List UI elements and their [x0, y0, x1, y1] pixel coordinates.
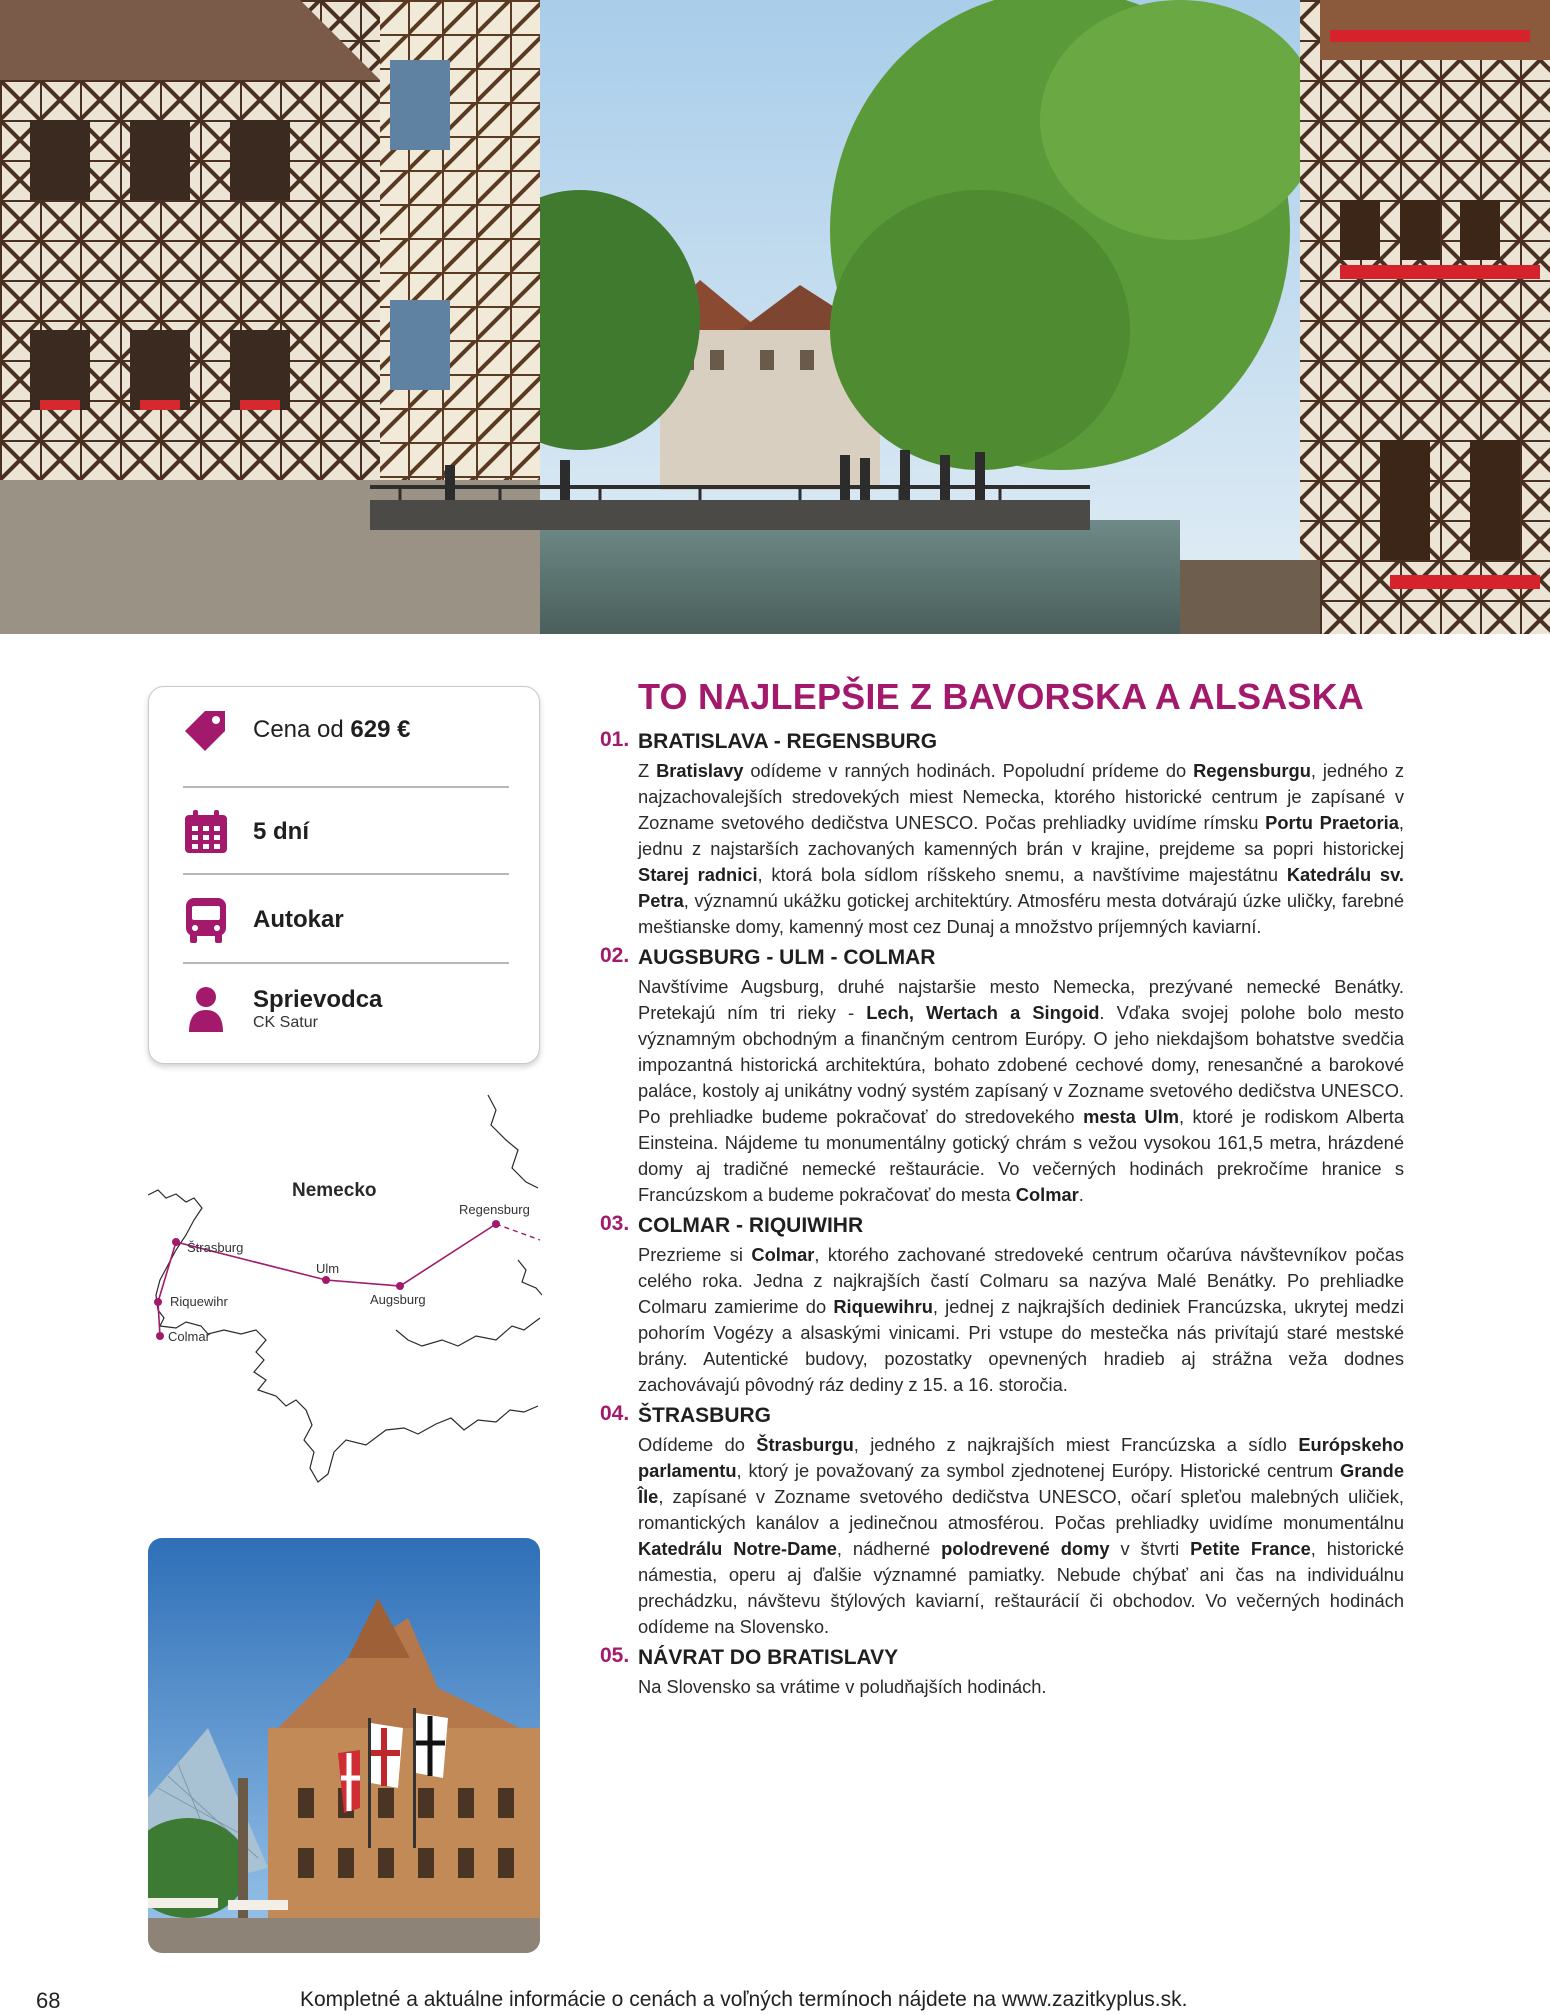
info-divider [183, 962, 509, 964]
transport-value: Autokar [253, 906, 344, 934]
footer-note: Kompletné a aktuálne informácie o cenách a voľných termínoch nájdete na www.zazitkyplus.sk. [300, 1988, 1188, 2011]
border-line [518, 1260, 542, 1295]
day-title: NÁVRAT DO BRATISLAVY [638, 1646, 899, 1669]
map-city-label: Regensburg [459, 1202, 530, 1217]
price-tag-icon [179, 703, 233, 757]
day-title: AUGSBURG - ULM - COLMAR [638, 946, 936, 969]
day-title: COLMAR - RIQUIWIHR [638, 1214, 864, 1237]
route-map [146, 1090, 542, 1510]
day-description: Z Bratislavy odídeme v ranných hodinách. Popoludní prídeme do Regensburgu, jedného z najzachovalejších stredovekých miest Nemecka, ktorého historické centrum je zapísané v Zozname svetového dedičstva UNESCO. Počas prehliadky uvidíme rímsku Portu Praetoria, jednu z najstarších zachovaných kamenných brán v krajine, prejdeme sa popri historickej Starej radnici, ktorá bola sídlom ríšskeho snemu, a navštívime majestátnu Katedrálu sv. Petra, významnú ukážku gotickej architektúry. Atmosféru mesta dotvárajú úzke uličky, farebné meštianske domy, kamenný most cez Dunaj a množstvo príjemných kaviarní. [638, 760, 1404, 937]
price-value: 629 € [350, 716, 411, 744]
day-number: 04. [600, 1402, 630, 1425]
day-description: Na Slovensko sa vrátime v poludňajších hodinách. [638, 1676, 1047, 1697]
map-city-label: Ulm [316, 1261, 340, 1276]
map-city-label: Augsburg [370, 1292, 426, 1307]
trip-info-box [148, 686, 540, 1064]
city-marker-augsburg [396, 1282, 404, 1290]
info-divider [183, 786, 509, 788]
duration-value: 5 dní [253, 818, 310, 846]
map-city-label: Colmar [168, 1329, 210, 1344]
day-title: BRATISLAVA - REGENSBURG [638, 730, 938, 753]
border-line [396, 1318, 540, 1346]
day-number: 05. [600, 1644, 630, 1667]
day-title: ŠTRASBURG [638, 1404, 772, 1427]
info-divider [183, 873, 509, 875]
day-number: 01. [600, 728, 630, 751]
itinerary-day [600, 1402, 1404, 1640]
ulm-town-hall-photo [148, 1538, 540, 1953]
border-line [160, 1322, 538, 1482]
itinerary-section [600, 676, 1404, 1704]
map-country-label: Nemecko [292, 1180, 377, 1201]
itinerary-day [600, 1212, 1404, 1398]
hero-photo [0, 0, 1550, 634]
calendar-icon [179, 805, 233, 859]
page-number: 68 [36, 1988, 61, 2013]
route-extension-line [496, 1224, 540, 1240]
map-city-label: Riquewihr [170, 1294, 228, 1309]
guide-label: Sprievodca [253, 986, 383, 1013]
day-description: Prezrieme si Colmar, ktorého zachované stredoveké centrum očarúva návštevníkov počas celého roka. Jedna z najkrajších častí Colmaru sa nazýva Malé Benátky. Po prehliadke Colmaru zamierime do Riquewihru, jednej z najkrajších dediniek Francúzska, ukrytej medzi pohorím Vogézy a alsaskými vinicami. Pri vstupe do mestečka nás privítajú staré mestské brány. Autentické budovy, pozostatky opevnených hradieb aj strážna veža dodnes zachovávajú pôvodný ráz dediny z 15. a 16. storočia. [638, 1244, 1404, 1395]
transport-row [179, 877, 507, 963]
day-number: 02. [600, 944, 630, 967]
person-icon [179, 982, 233, 1036]
city-marker-ulm [322, 1276, 330, 1284]
city-marker-colmar [156, 1332, 164, 1340]
map-city-label: Štrasburg [187, 1240, 244, 1255]
itinerary-day [600, 944, 1404, 1208]
duration-row [179, 789, 507, 875]
itinerary-title: TO NAJLEPŠIE Z BAVORSKA A ALSASKA [638, 676, 1365, 717]
city-marker-strasburg [172, 1238, 180, 1246]
day-description: Odídeme do Štrasburgu, jedného z najkrajších miest Francúzska a sídlo Európskeho parlamentu, ktorý je považovaný za symbol zjednotenej Európy. Historické centrum Grande Île, zapísané v Zozname svetového dedičstva UNESCO, očarí spleťou malebných uličiek, romantických kanálov a jedinečnou atmosférou. Počas prehliadky uvidíme monumentálnu Katedrálu Notre-Dame, nádherné polodrevené domy v štvrti Petite France, historické námestia, operu aj ďalšie významné pamiatky. Nebude chýbať ani čas na individuálnu prechádzku, návštevu štýlových kaviarní, reštaurácií či obchodov. Vo večerných hodinách odídeme na Slovensko. [638, 1434, 1405, 1637]
price-prefix: Cena od [253, 716, 344, 744]
guide-agency: CK Satur [253, 1013, 318, 1031]
price-row [179, 687, 507, 773]
city-marker-riquewihr [154, 1298, 162, 1306]
bus-icon [179, 893, 233, 947]
itinerary-day [600, 728, 1404, 940]
border-line [488, 1095, 538, 1188]
city-marker-regensburg [492, 1220, 500, 1228]
day-number: 03. [600, 1212, 630, 1235]
guide-row [179, 966, 507, 1052]
itinerary-day [600, 1644, 1404, 1700]
day-description: Navštívime Augsburg, druhé najstaršie mesto Nemecka, prezývané nemecké Benátky. Pretekajú ním tri rieky - Lech, Wertach a Singoid. Vďaka svojej polohe bolo mesto významným obchodným a finančným centrom Európy. O jeho niekdajšom bohatstve svedčia impozantná historická architektúra, bohato zdobené cechové domy, renesančné a barokové paláce, kostoly aj unikátny vodný systém zapísaný v Zozname svetového dedičstva UNESCO. Po prehliadke budeme pokračovať do stredovekého mesta Ulm, ktoré je rodiskom Alberta Einsteina. Nájdeme tu monumentálny gotický chrám s vežou vysokou 161,5 metra, hrázdené domy aj tradičné nemecké reštaurácie. Vo večerných hodinách prekročíme hranice s Francúzskom a budeme pokračovať do mesta Colmar. [638, 976, 1404, 1205]
itinerary-days [600, 728, 1404, 1700]
